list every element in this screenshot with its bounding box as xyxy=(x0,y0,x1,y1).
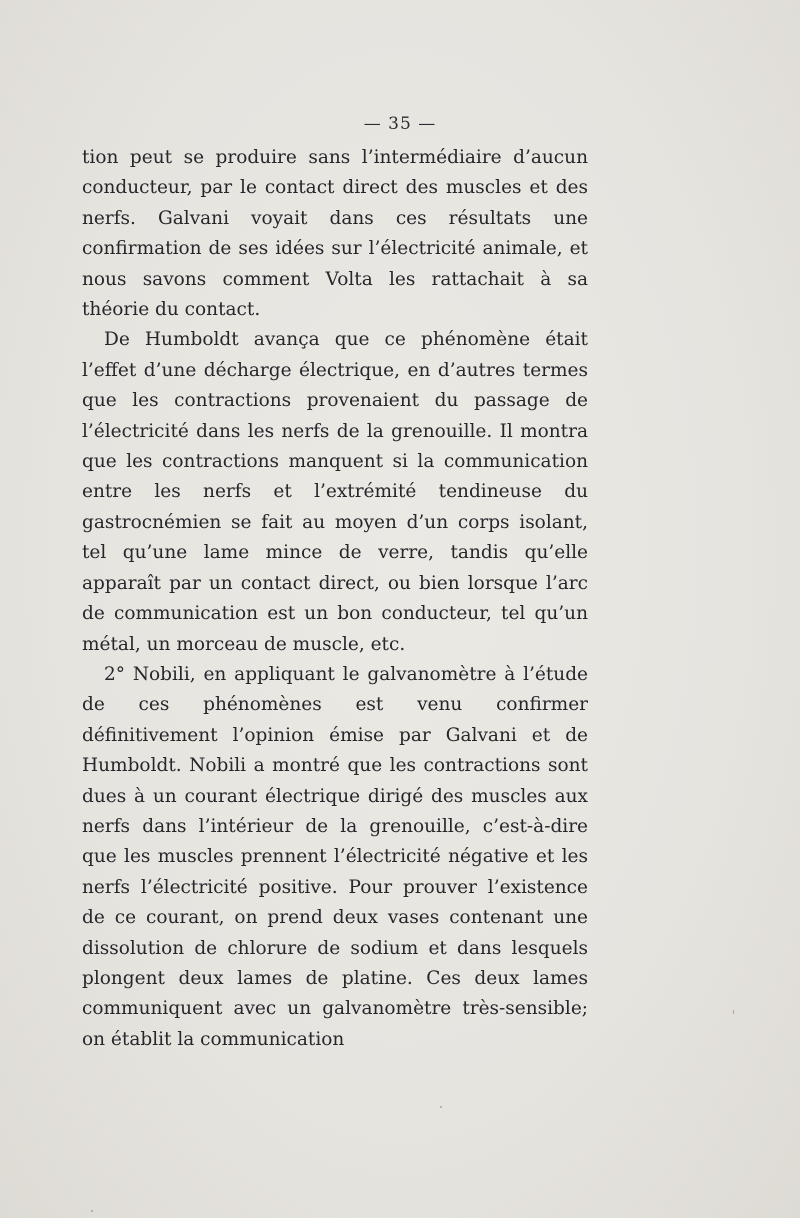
paper-speck xyxy=(733,1010,734,1014)
paper-speck xyxy=(440,1106,442,1108)
paragraph-3: 2° Nobili, en appliquant le galvanomètre à l’étude de ces phénomènes est venu confirmer définitivement l’opinion émise par Galvani et de Humboldt. Nobili a montré que les contractions sont dues à un courant électrique dirigé des muscles aux nerfs dans l’intérieur de la grenouille, c’est-à-dire que les muscles prennent l’électricité négative et les nerfs l’électricité positive. Pour prouver l’existence de ce courant, on prend deux vases contenant une dissolution de chlorure de sodium et dans lesquels plongent deux lames de platine. Ces deux lames communiquent avec un galvanomètre très-sensible; on établit la communication xyxy=(82,663,588,1050)
page-number: — 35 — xyxy=(363,114,437,134)
body-text xyxy=(82,143,588,1055)
paragraph-1: tion peut se produire sans l’intermédiaire d’aucun conducteur, par le contact direct des muscles et des nerfs. Galvani voyait dans ces résultats une confirmation de ses idées sur l’électricité animale, et nous savons comment Volta les rattachait à sa théorie du contact. xyxy=(82,147,588,321)
paragraph-2: De Humboldt avança que ce phénomène était l’effet d’une décharge électrique, en d’autres termes que les contractions provenaient du passage de l’électricité dans les nerfs de la grenouille. Il montra que les contractions manquent si la communication entre les nerfs et l’extrémité tendineuse du gastrocnémien se fait au moyen d’un corps isolant, tel qu’une lame mince de verre, tandis qu’elle apparaît par un contact direct, ou bien lorsque l’arc de communication est un bon conducteur, tel qu’un métal, un morceau de muscle, etc. xyxy=(82,329,588,655)
paper-speck xyxy=(91,1210,93,1212)
